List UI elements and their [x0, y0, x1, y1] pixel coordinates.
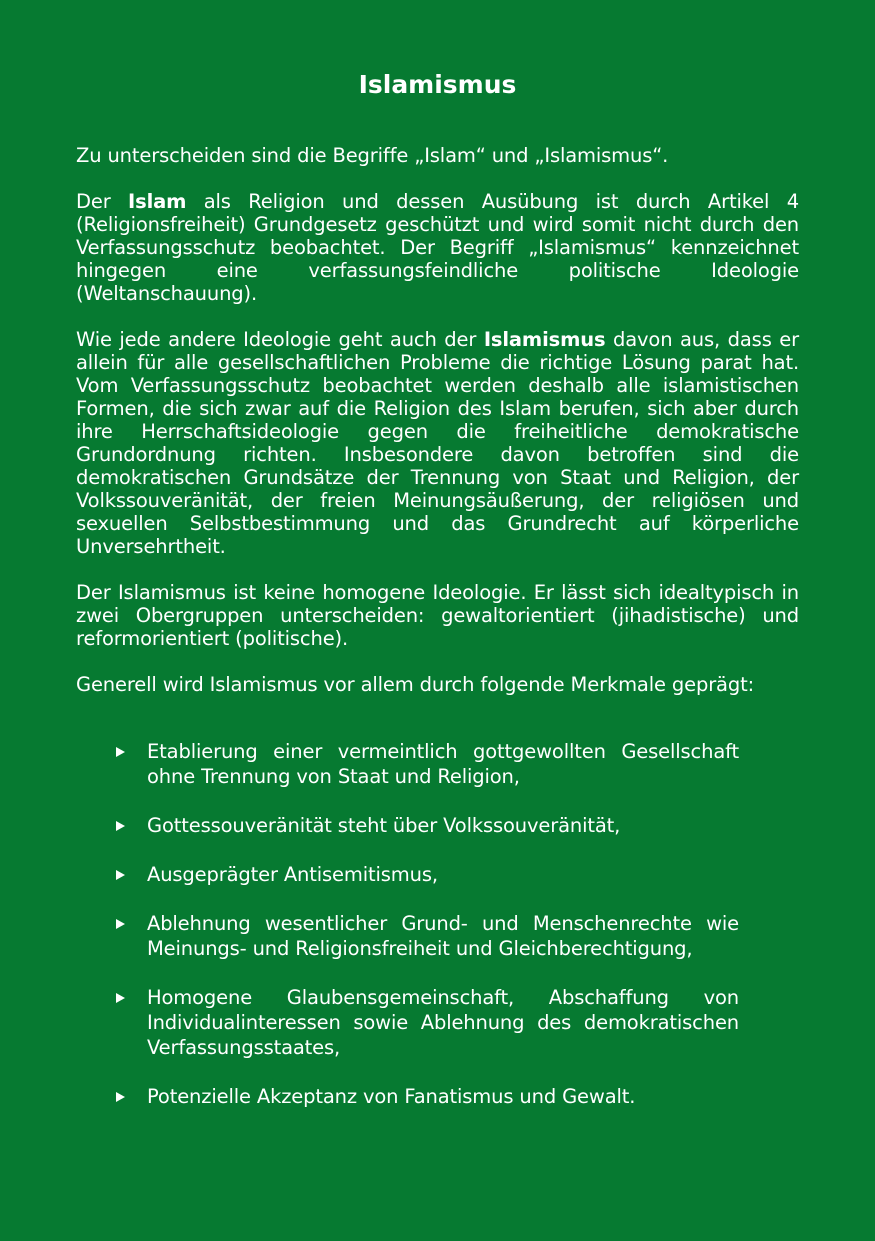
triangle-right-icon [116, 747, 125, 757]
triangle-right-icon [116, 821, 125, 831]
list-item-text: Potenzielle Akzeptanz von Fanatismus und Gewalt. [147, 1085, 636, 1108]
islamismus-paragraph-pre: Wie jede andere Ideologie geht auch der [76, 328, 484, 351]
islam-paragraph [76, 190, 799, 305]
list-item [76, 985, 799, 1060]
islamismus-paragraph-post: davon aus, dass er allein für alle gesellschaftlichen Probleme die richtige Lösung parat hat. Vom Verfassungsschutz beobachtet werden deshalb alle islamistischen Formen, die sich zwar auf die Religion des Islam berufen, sich aber durch ihre Herrschaftsideologie gegen die freiheitliche demokratische Grundordnung richten. Insbesondere davon betroffen sind die demokratischen Grundsätze der Trennung von Staat und Religion, der Volkssouveränität, der freien Meinungsäußerung, der religiösen und sexuellen Selbstbestimmung und das Grundrecht auf körperliche Unversehrtheit. [76, 328, 799, 558]
list-item-text: Ausgeprägter Antisemitismus, [147, 863, 438, 886]
islam-paragraph-post: als Religion und dessen Ausübung ist durch Artikel 4 (Religionsfreiheit) Grundgesetz geschützt und wird somit nicht durch den Verfassungsschutz beobachtet. Der Begriff „Islamismus“ kennzeichnet hingegen eine verfassungsfeindliche politische Ideologie (Weltanschauung). [76, 190, 799, 305]
intro-paragraph: Zu unterscheiden sind die Begriffe „Islam“ und „Islamismus“. [76, 144, 669, 167]
triangle-right-icon [116, 919, 125, 929]
features-list [76, 739, 799, 1109]
list-item-text: Etablierung einer vermeintlich gottgewollten Gesellschaft ohne Trennung von Staat und Religion, [147, 740, 739, 788]
list-item [76, 739, 799, 789]
list-item [76, 911, 799, 961]
list-item-text: Ablehnung wesentlicher Grund- und Menschenrechte wie Meinungs- und Religionsfreiheit und Gleichberechtigung, [147, 912, 739, 960]
islamismus-term: Islamismus [483, 328, 606, 351]
page-title: Islamismus [358, 70, 517, 99]
features-intro-paragraph: Generell wird Islamismus vor allem durch folgende Merkmale geprägt: [76, 673, 755, 696]
list-item-text: Gottessouveränität steht über Volkssouveränität, [147, 814, 621, 837]
islam-paragraph-pre: Der [76, 190, 129, 213]
list-item [76, 1084, 799, 1109]
triangle-right-icon [116, 1092, 125, 1102]
islamismus-paragraph [76, 328, 799, 558]
list-item-text: Homogene Glaubensgemeinschaft, Abschaffung von Individualinteressen sowie Ablehnung des demokratischen Verfassungsstaates, [147, 986, 739, 1059]
triangle-right-icon [116, 993, 125, 1003]
list-item [76, 862, 799, 887]
ideology-types-paragraph: Der Islamismus ist keine homogene Ideologie. Er lässt sich idealtypisch in zwei Obergruppen unterscheiden: gewaltorientiert (jihadistische) und reformorientiert (politische). [76, 581, 799, 650]
list-item [76, 813, 799, 838]
triangle-right-icon [116, 870, 125, 880]
islam-term: Islam [128, 190, 187, 213]
